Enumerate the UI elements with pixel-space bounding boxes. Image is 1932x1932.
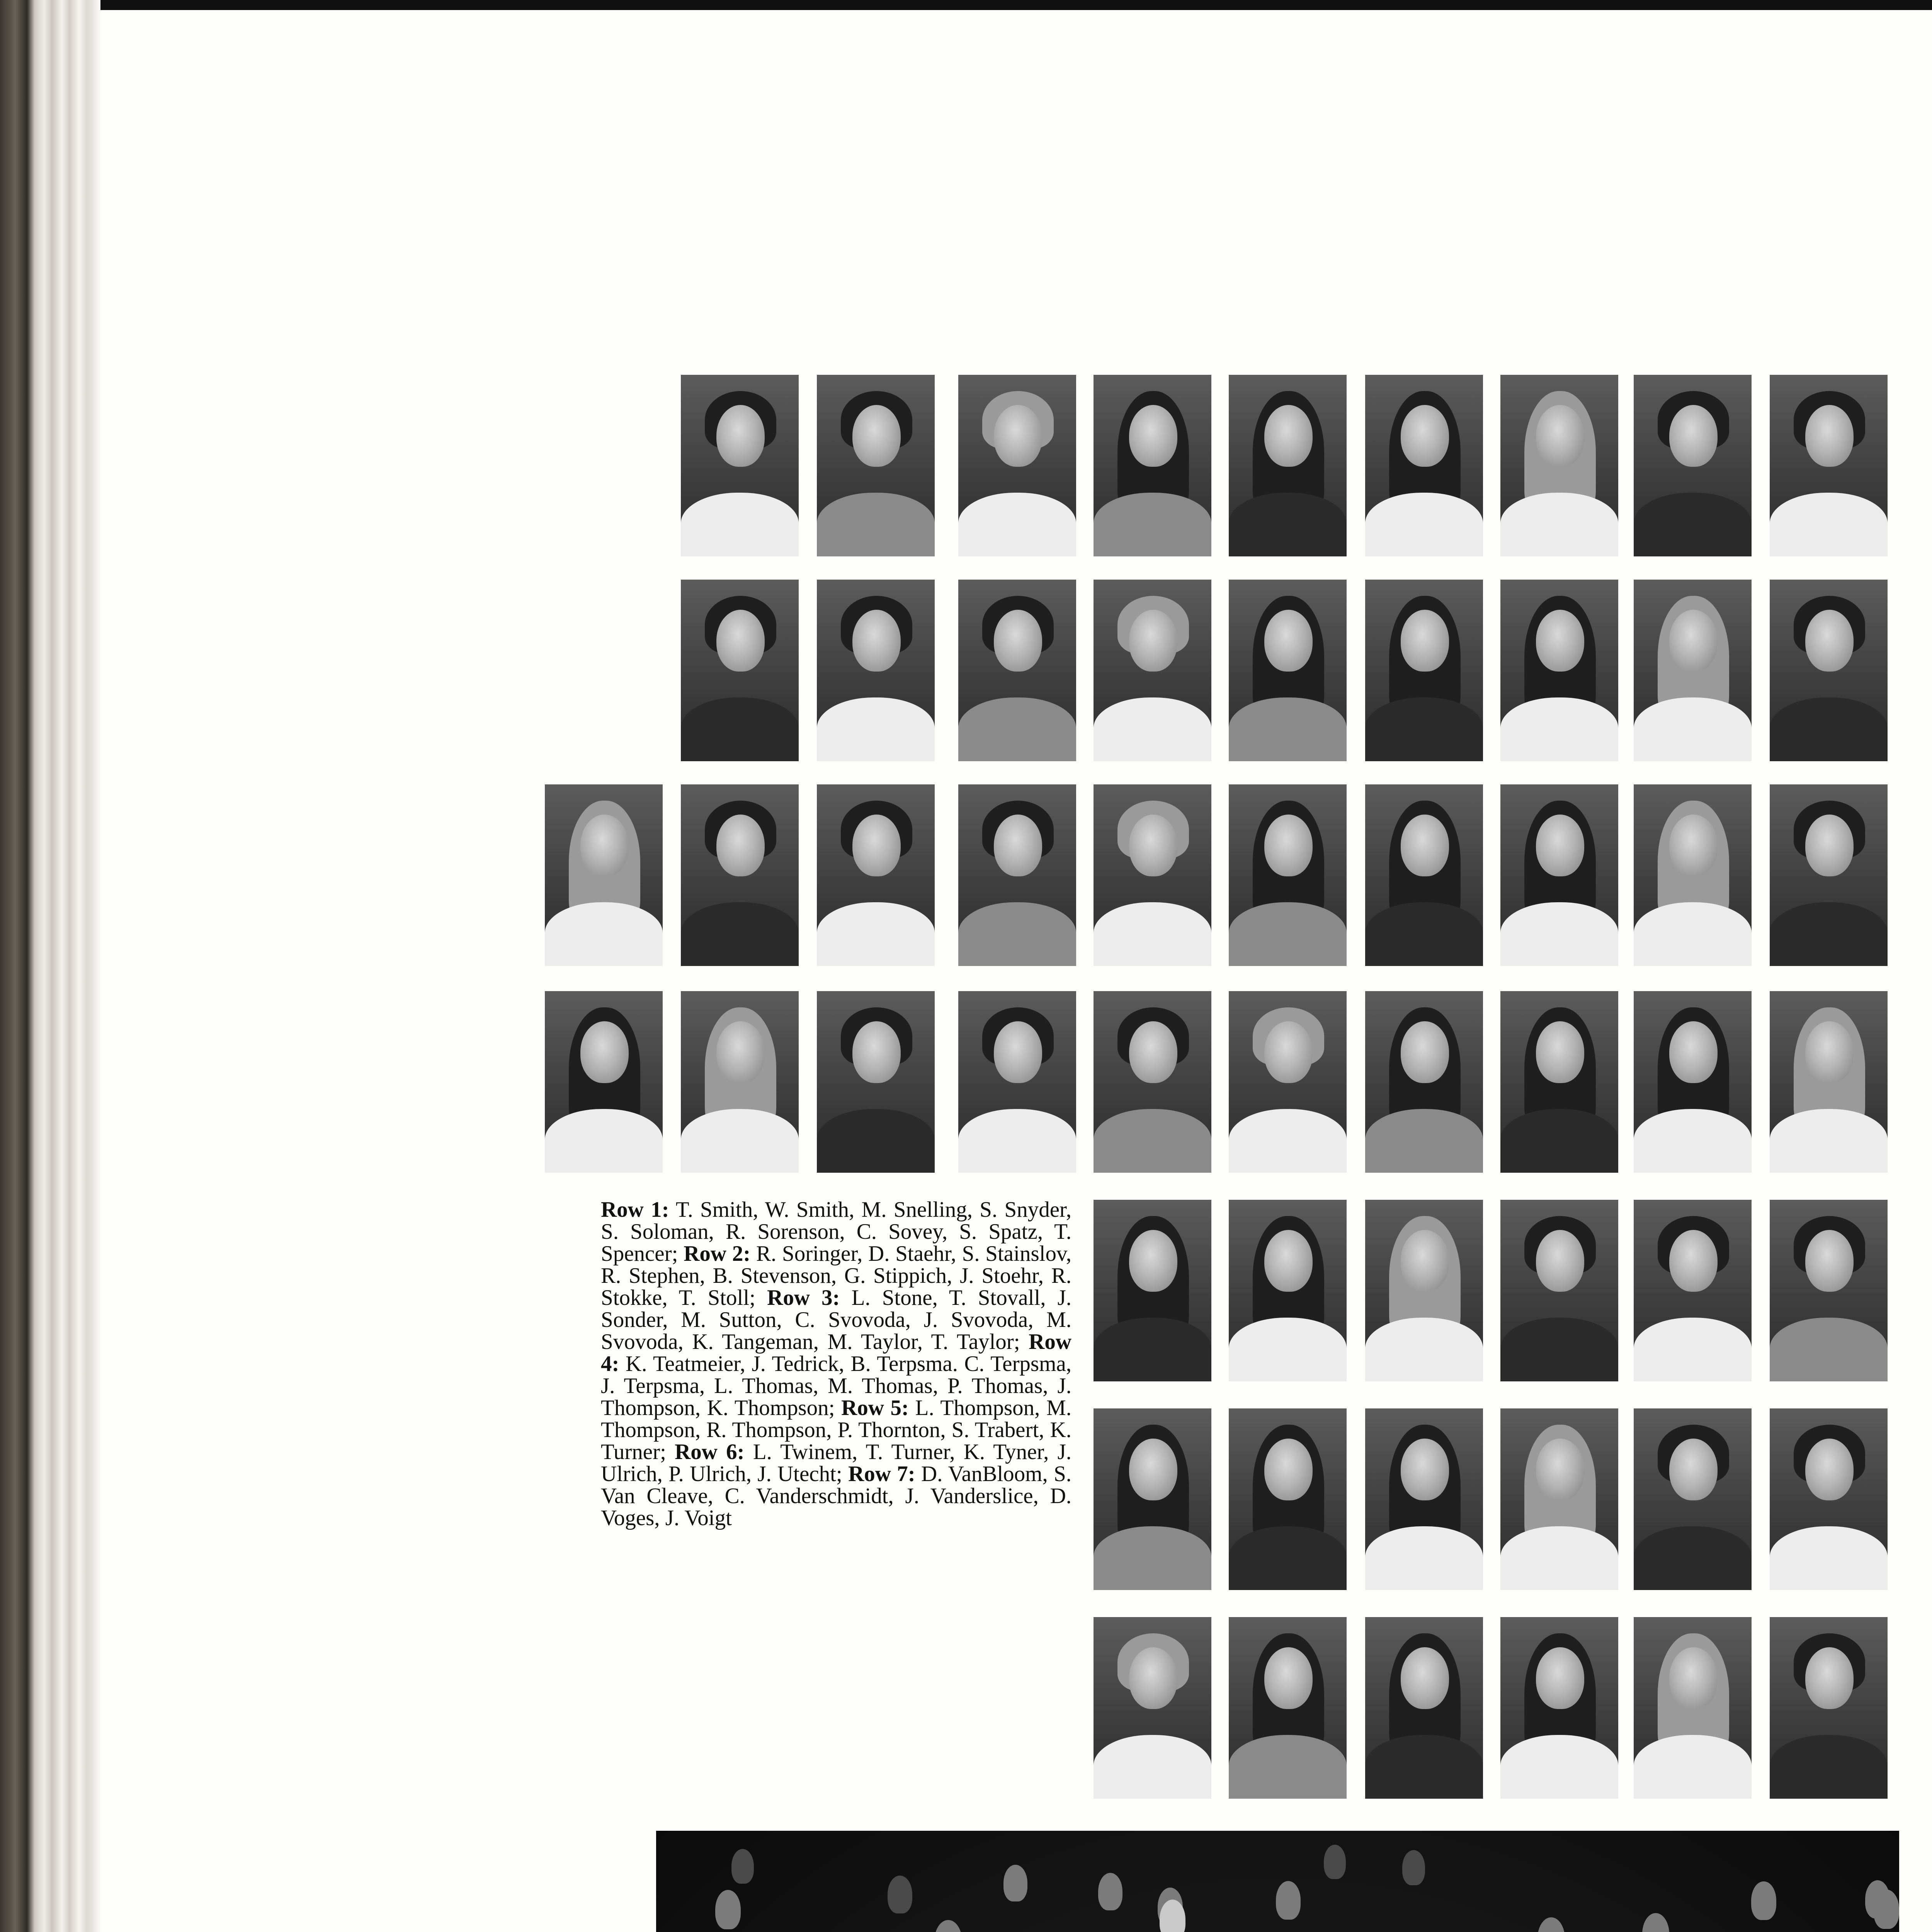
portrait-photo xyxy=(1094,1200,1211,1381)
crowd-figure xyxy=(1324,1845,1346,1879)
portrait-photo xyxy=(958,375,1076,556)
row-4-label: Row 4: xyxy=(601,1330,1071,1376)
portrait-photo xyxy=(1094,580,1211,761)
portrait-photo xyxy=(1229,991,1347,1173)
portrait-photo xyxy=(1229,784,1347,966)
portrait-photo xyxy=(1770,784,1888,966)
portrait-photo xyxy=(1634,1408,1752,1590)
portrait-photo xyxy=(1770,991,1888,1173)
portrait-photo xyxy=(817,580,935,761)
row-1-names: T. Smith, W. Smith, M. Snelling, S. Snyder, S. Soloman, R. Sorenson, C. Sovey, S. Spatz, T. Spencer; xyxy=(601,1197,1071,1266)
names-caption xyxy=(601,1199,1071,1529)
portrait-photo xyxy=(1094,991,1211,1173)
row-3-names: L. Stone, T. Stovall, J. Sonder, M. Sutton, C. Svovoda, J. Svovoda, M. Svovoda, K. Tangeman, M. Taylor, T. Taylor; xyxy=(601,1286,1072,1354)
portrait-photo xyxy=(1365,1617,1483,1799)
portrait-photo xyxy=(1500,580,1618,761)
portrait-photo xyxy=(1500,1200,1618,1381)
portrait-photo xyxy=(545,784,663,966)
crowd-figure xyxy=(888,1876,912,1913)
crowd-figure xyxy=(1098,1873,1122,1910)
portrait-photo xyxy=(1770,1617,1888,1799)
portrait-photo xyxy=(1634,375,1752,556)
portrait-photo xyxy=(1770,1200,1888,1381)
portrait-photo xyxy=(1500,375,1618,556)
row-6-label: Row 6: xyxy=(675,1440,745,1464)
crowd-figure xyxy=(1402,1850,1425,1885)
row-6-names: L. Twinem, T. Turner, K. Tyner, J. Ulrich, P. Ulrich, J. Utecht; xyxy=(601,1440,1072,1486)
portrait-photo xyxy=(1365,1200,1483,1381)
portrait-photo xyxy=(1634,1200,1752,1381)
portrait-photo xyxy=(958,580,1076,761)
portrait-photo xyxy=(958,784,1076,966)
crowd-figure xyxy=(731,1849,754,1884)
portrait-photo xyxy=(1634,580,1752,761)
crowd-figure xyxy=(1865,1880,1890,1918)
portrait-photo xyxy=(681,991,799,1173)
crowd-figure xyxy=(934,1920,962,1932)
portrait-photo xyxy=(681,784,799,966)
crowd-photo xyxy=(656,1831,1899,1932)
portrait-photo xyxy=(1365,1408,1483,1590)
portrait-photo xyxy=(1770,580,1888,761)
portrait-photo xyxy=(681,375,799,556)
portrait-photo xyxy=(1365,784,1483,966)
crowd-figure xyxy=(1276,1881,1301,1919)
portrait-photo xyxy=(1500,991,1618,1173)
row-7-label: Row 7: xyxy=(848,1462,915,1486)
crowd-figure xyxy=(1642,1913,1669,1932)
portrait-photo xyxy=(1634,1617,1752,1799)
portrait-photo xyxy=(817,375,935,556)
portrait-photo xyxy=(817,991,935,1173)
portrait-photo xyxy=(1229,1617,1347,1799)
crowd-figure xyxy=(1751,1881,1776,1920)
portrait-photo xyxy=(817,784,935,966)
row-7-names: D. VanBloom, S. Van Cleave, C. Vanderschmidt, J. Vanderslice, D. Voges, J. Voigt xyxy=(601,1462,1072,1530)
portrait-photo xyxy=(1229,1408,1347,1590)
portrait-photo xyxy=(1770,1408,1888,1590)
row-5-label: Row 5: xyxy=(841,1396,909,1420)
portrait-photo xyxy=(1094,1617,1211,1799)
row-3-label: Row 3: xyxy=(767,1286,840,1310)
portrait-photo xyxy=(1365,580,1483,761)
crowd-figure xyxy=(1537,1917,1565,1932)
portrait-photo xyxy=(1229,580,1347,761)
crowd-figure xyxy=(715,1890,741,1929)
portrait-photo xyxy=(681,580,799,761)
row-2-label: Row 2: xyxy=(684,1242,751,1266)
row-5-names: L. Thompson, M. Thompson, R. Thompson, P. Thornton, S. Trabert, K. Turner; xyxy=(601,1396,1071,1464)
portrait-photo xyxy=(1229,1200,1347,1381)
portrait-photo xyxy=(1770,375,1888,556)
crowd-figure xyxy=(1003,1865,1027,1901)
portrait-photo xyxy=(1365,375,1483,556)
portrait-photo xyxy=(1634,784,1752,966)
portrait-photo xyxy=(1365,991,1483,1173)
portrait-photo xyxy=(1634,991,1752,1173)
top-edge xyxy=(0,0,1932,10)
portrait-photo xyxy=(1094,375,1211,556)
row-1-label: Row 1: xyxy=(601,1197,669,1222)
portrait-photo xyxy=(1500,784,1618,966)
portrait-photo xyxy=(1500,1408,1618,1590)
portrait-photo xyxy=(545,991,663,1173)
row-4-names: K. Teatmeier, J. Tedrick, B. Terpsma. C. Terpsma, J. Terpsma, L. Thomas, M. Thomas, P. Thomas, J. Thompson, K. Thompson; xyxy=(601,1352,1071,1420)
row-2-names: R. Soringer, D. Staehr, S. Stainslov, R. Stephen, B. Stevenson, G. Stippich, J. Stoehr, R. Stokke, T. Stoll; xyxy=(601,1242,1072,1310)
portrait-photo xyxy=(1094,1408,1211,1590)
portrait-photo xyxy=(1229,375,1347,556)
portrait-photo xyxy=(1500,1617,1618,1799)
book-spine-edge xyxy=(0,0,100,1932)
portrait-photo xyxy=(958,991,1076,1173)
portrait-photo xyxy=(1094,784,1211,966)
